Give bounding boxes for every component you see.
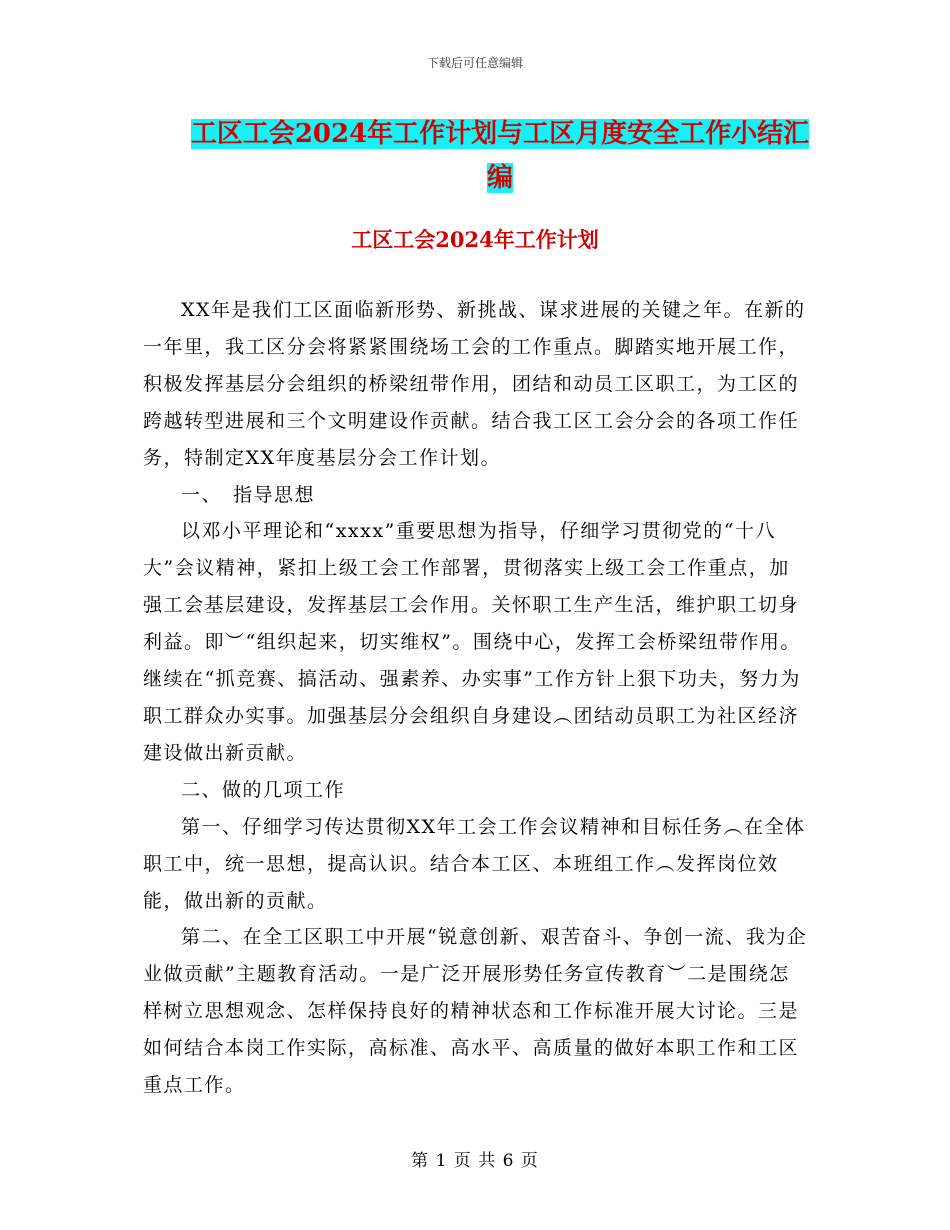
- section-title: 工区工会2024年工作计划: [351, 227, 599, 252]
- page-number: 第 1 页 共 6 页: [411, 1151, 539, 1171]
- paragraph-work-item-2: 第二、在全工区职工中开展“锐意创新、艰苦奋斗、争创一流、我为企业做贡献”主题教育活动。一是广泛开展形势任务宣传教育︶二是围绕怎样树立思想观念、怎样保持良好的精神状态和工作标准开展大讨论。三是如何结合本岗工作实际，高标准、高水平、高质量的做好本职工作和工区重点工作。: [143, 926, 808, 1097]
- paragraph-work-item-1: 第一、仔细学习传达贯彻XX年工会工作会议精神和目标任务︵在全体职工中，统一思想，提高认识。结合本工区、本班组工作︵发挥岗位效能，做出新的贡献。: [143, 815, 806, 912]
- heading-work-items: 二、做的几项工作: [181, 778, 346, 801]
- document-body: [143, 292, 809, 1104]
- paragraph-intro: XX年是我们工区面临新形势、新挑战、谋求进展的关键之年。在新的一年里，我工区分会将紧紧围绕场工会的工作重点。脚踏实地开展工作，积极发挥基层分会组织的桥梁纽带作用，团结和动员工区职工，为工区的跨越转型进展和三个文明建设作贡献。结合我工区工会分会的各项工作任务，特制定XX年度基层分会工作计划。: [143, 299, 806, 469]
- header-note: 下载后可任意编辑: [426, 56, 523, 70]
- document-title: [190, 112, 810, 200]
- paragraph-guiding-thought: 以邓小平理论和“xxxx”重要思想为指导，仔细学习贯彻党的“十八大”会议精神，紧扣上级工会工作部署，贯彻落实上级工会工作重点，加强工会基层建设，发挥基层工会作用。关怀职工生产生活，维护职工切身利益。即︶“组织起来，切实维权”。围绕中心，发挥工会桥梁纽带作用。继续在“抓竞赛、搞活动、强素养、办实事”工作方针上狠下功夫，努力为职工群众办实事。加强基层分会组织自身建设︵团结动员职工为社区经济建设做出新贡献。: [143, 520, 801, 764]
- document-title-text: 工区工会2024年工作计划与工区月度安全工作小结汇编: [190, 119, 810, 193]
- heading-guiding-thought: 一、 指导思想: [181, 483, 316, 506]
